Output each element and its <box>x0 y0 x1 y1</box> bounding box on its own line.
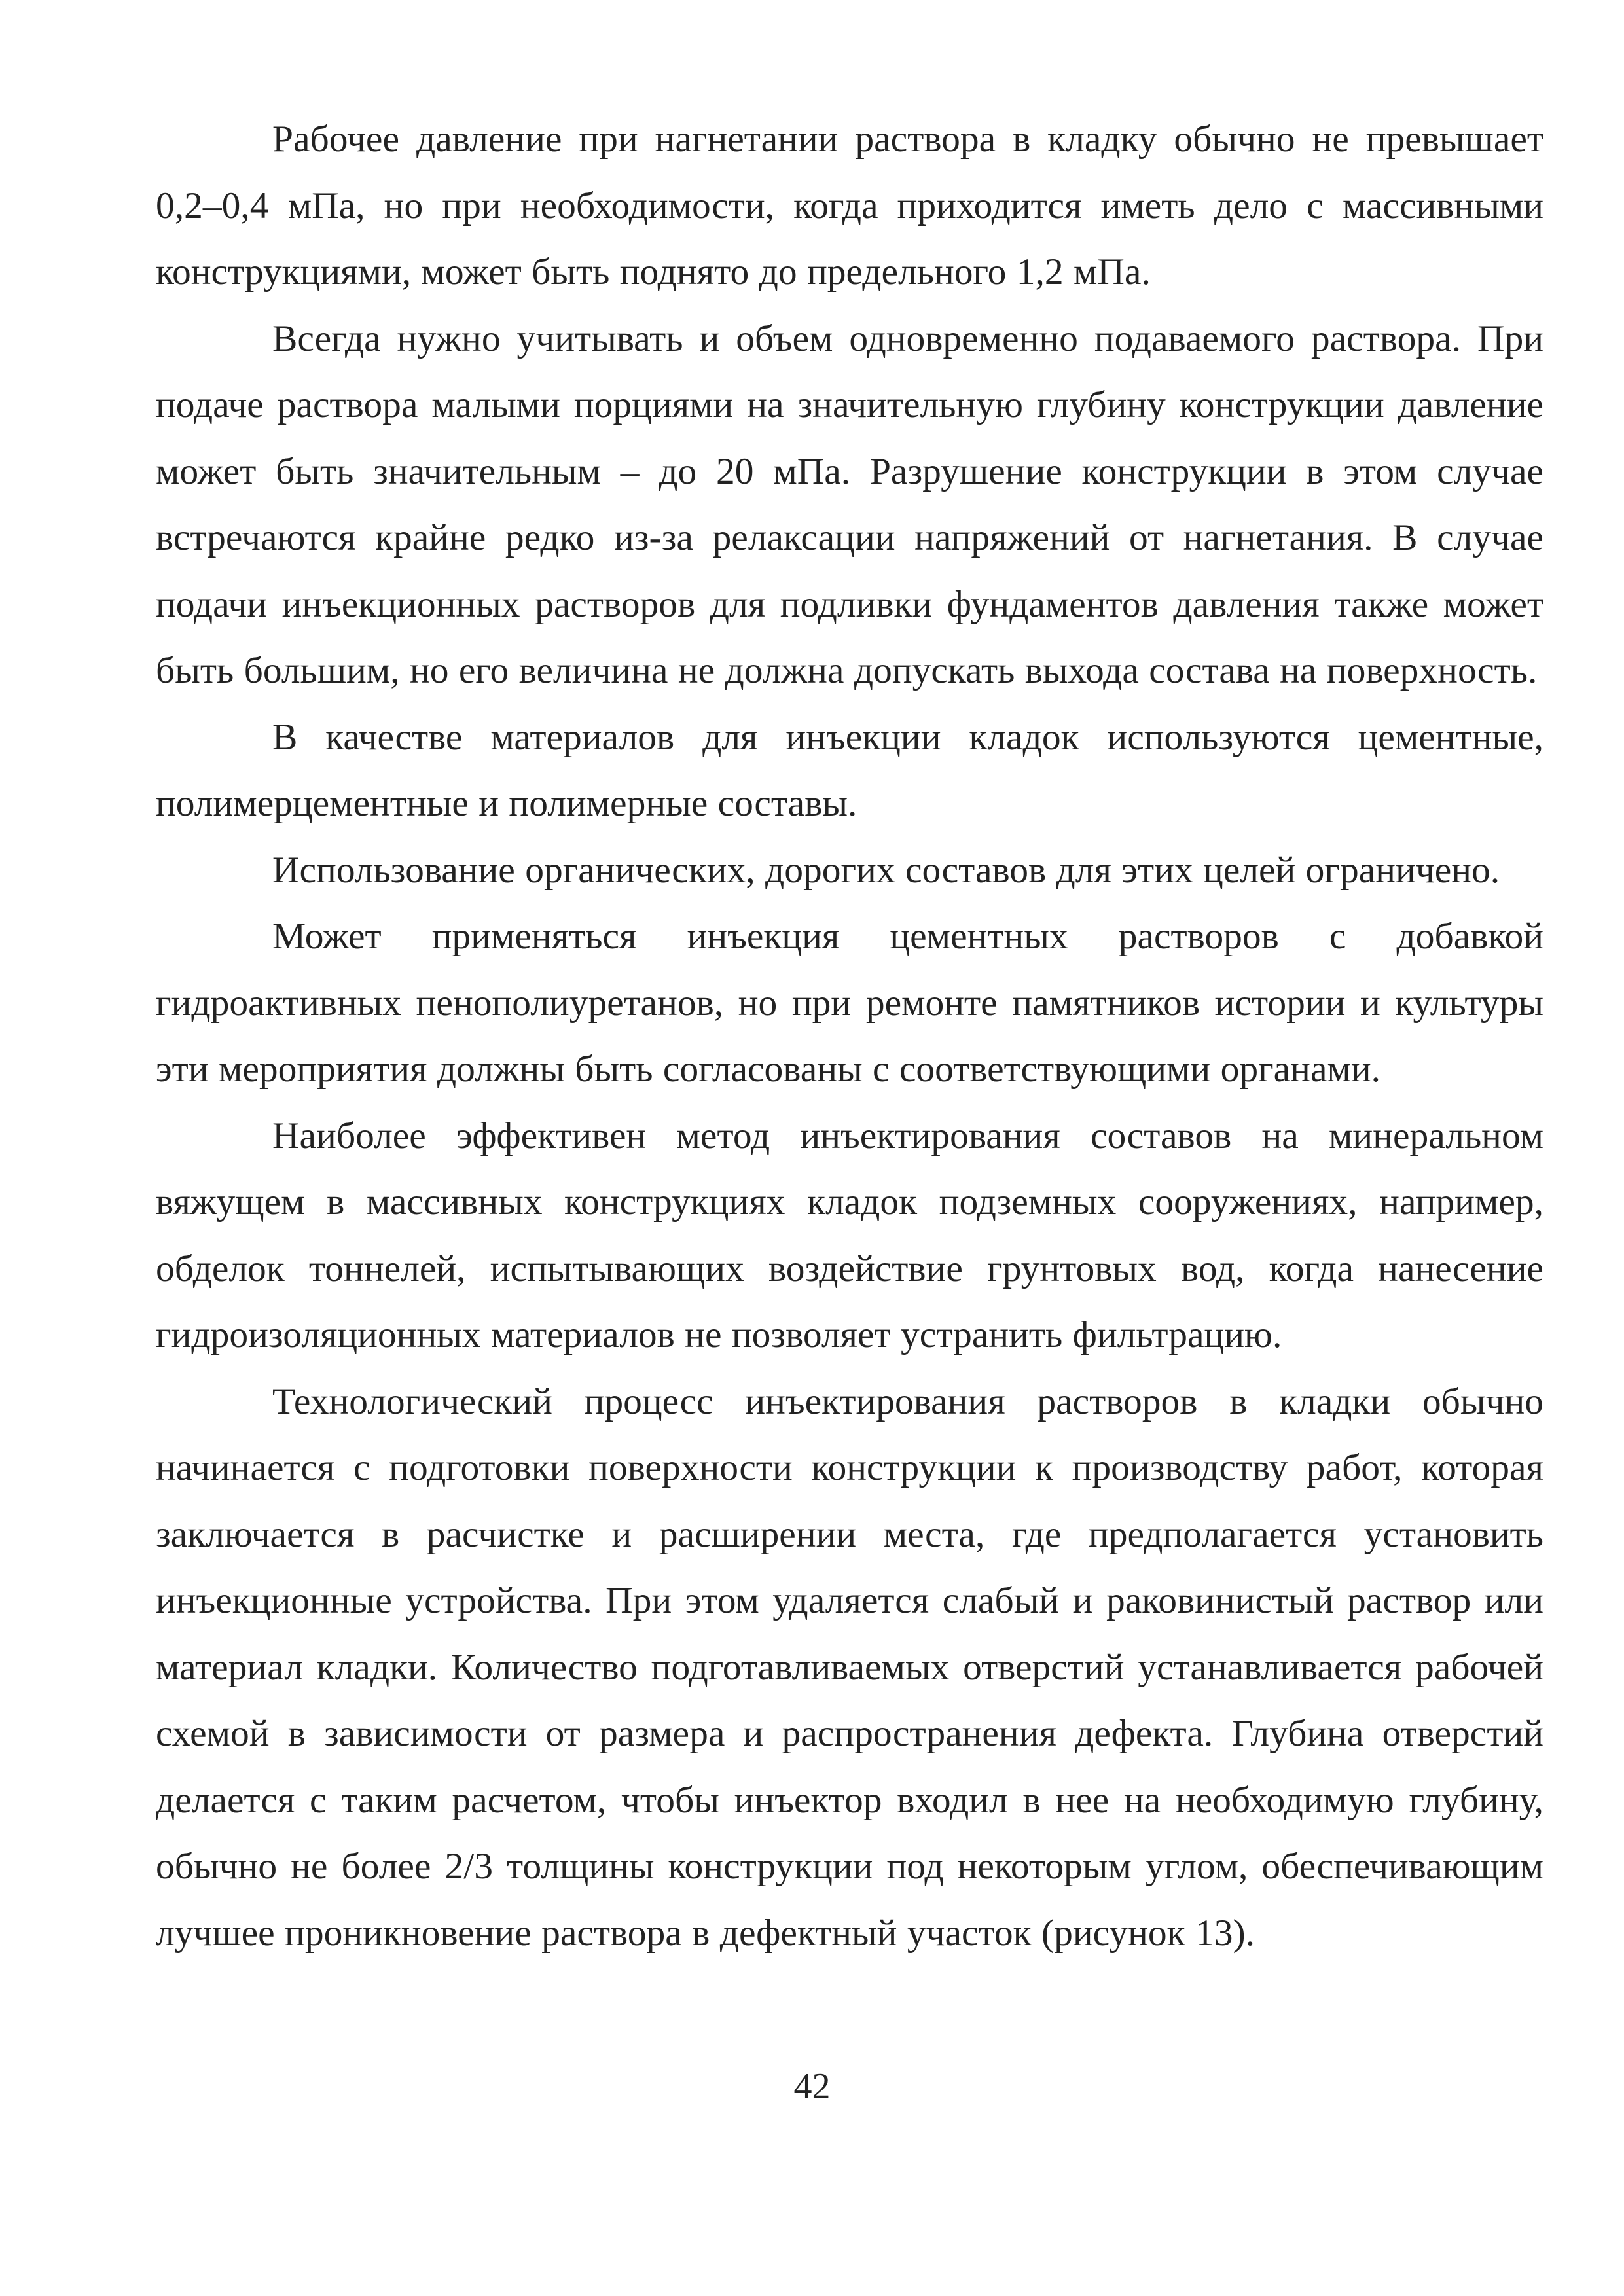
paragraph-organic-limited: Использование органических, дорогих составов для этих целей ограничено. <box>272 849 1500 891</box>
paragraph-solution-volume: Всегда нужно учитывать и объем одновременно подаваемого раствора. При подаче раствора малыми порциями на значительную глубину конструкции давление может быть значительным – до 20 мПа. Разрушение конструкции в этом случае встречаются крайне редко из-за релаксации напряжений от нагнетания. В случае подачи инъекционных растворов для подливки фундаментов давления также может быть большим, но его величина не должна допускать выхода состава на поверхность. <box>156 317 1543 691</box>
text-body <box>156 106 1543 1966</box>
paragraph-polyurethane: Может применяться инъекция цементных растворов с добавкой гидроактивных пенополиуретанов, но при ремонте памятников истории и культуры эти мероприятия должны быть согласованы с соответствующими органами. <box>156 916 1543 1090</box>
paragraph-effective-method: Наиболее эффективен метод инъектирования составов на минеральном вяжущем в массивных конструкциях кладок подземных сооружениях, например, обделок тоннелей, испытывающих воздействие грунтовых вод, когда нанесение гидроизоляционных материалов не позволяет устранить фильтрацию. <box>156 1115 1543 1355</box>
paragraph-working-pressure: Рабочее давление при нагнетании раствора в кладку обычно не превышает 0,2–0,4 мПа, но при необходимости, когда приходится иметь дело с массивными конструкциями, может быть поднято до предельного 1,2 мПа. <box>156 118 1543 293</box>
paragraph-materials: В качестве материалов для инъекции кладок используются цементные, полимерцементные и полимерные составы. <box>156 716 1543 824</box>
page-number: 42 <box>793 2066 831 2107</box>
paragraph-technological-process: Технологический процесс инъектирования растворов в кладки обычно начинается с подготовки поверхности конструкции к производству работ, которая заключается в расчистке и расширении места, где предполагается установить инъекционные устройства. При этом удаляется слабый и раковинистый раствор или материал кладки. Количество подготавливаемых отверстий устанавливается рабочей схемой в зависимости от размера и распространения дефекта. Глубина отверстий делается с таким расчетом, чтобы инъектор входил в нее на необходимую глубину, обычно не более 2/3 толщины конструкции под некоторым углом, обеспечивающим лучшее проникновение раствора в дефектный участок (рисунок 13). <box>156 1380 1543 1954</box>
